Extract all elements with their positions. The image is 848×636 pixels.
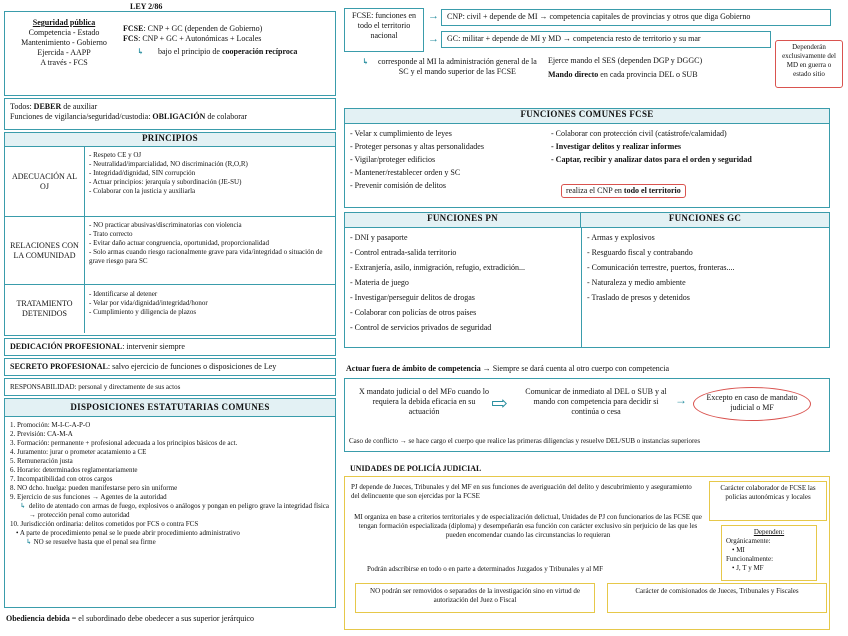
list-item: - Cumplimiento y diligencia de plazos bbox=[89, 308, 331, 317]
list-item: 2. Previsión: CA-M-A bbox=[10, 430, 73, 438]
list-item: A parte de procedimiento penal se le puede abrir procedimiento administrativo bbox=[19, 529, 240, 537]
list-item: - Colaborar con la justicia y auxiliarla bbox=[89, 187, 331, 196]
list-item: - Traslado de presos y detenidos bbox=[587, 293, 827, 303]
actuar-label: Actuar fuera de ámbito de competencia bbox=[346, 364, 481, 373]
disposiciones-box bbox=[4, 398, 336, 608]
organicamente-label: Orgánicamente: bbox=[726, 537, 771, 545]
list-item: - Comunicación terrestre, puertos, fronteras.... bbox=[587, 263, 827, 273]
mando-group bbox=[548, 56, 773, 80]
list-item: - Proteger personas y altas personalidades bbox=[350, 142, 550, 152]
secreto-text: : salvo ejercicio de funciones o disposiciones de Ley bbox=[107, 362, 277, 371]
funcionalmente-label: Funcionalmente: bbox=[726, 555, 774, 563]
list-item: - Solo armas cuando riesgo racionalmente grave para vida/integridad o situación de grave riesgo para SC bbox=[89, 248, 331, 266]
funciones-pn-list bbox=[350, 233, 578, 333]
caracter-text: Carácter colaborador de FCSE las policías autonómicas y locales bbox=[720, 484, 816, 501]
unidades-p1: PJ depende de Jueces, Tribunales y del MF en sus funciones de averiguación del delito y descubrimiento y aseguramiento del delincuente que son ejercidas por la FCSE bbox=[351, 483, 692, 500]
comisiones-box bbox=[607, 583, 827, 613]
arrow-icon: → bbox=[675, 393, 687, 407]
seguridad-block bbox=[11, 18, 117, 68]
ejerce-text: Ejerce mando el SES (dependen DGP y DGGC) bbox=[548, 56, 703, 65]
todos-box bbox=[4, 98, 336, 130]
list-item: - Captar, recibir y analizar datos para el orden y seguridad bbox=[551, 155, 829, 165]
list-item: - Materia de juego bbox=[350, 278, 578, 288]
realiza-text: realiza el CNP en bbox=[566, 186, 624, 195]
no-remov-text: NO podrán ser removidos o separados de la investigación sino en virtud de autorización del Juez o Fiscal bbox=[370, 587, 580, 604]
fcs-label: FCS bbox=[123, 34, 139, 43]
no-remov-box bbox=[355, 583, 595, 613]
fuera-left: X mandato judicial o del MFo cuando lo requiera la debida eficacia en su actuación bbox=[359, 387, 489, 416]
guerra-text: Dependerán exclusivamente del MD en guerra o estado sitio bbox=[782, 43, 836, 78]
obediencia-def: = el subordinado debe obedecer a sus superior jerárquico bbox=[69, 614, 255, 623]
arrow-icon: → bbox=[428, 10, 439, 22]
arrow-icon: ⇨ bbox=[491, 393, 508, 415]
cnp-text: CNP: civil + depende de MI → competencia capitales de provincias y otros que diga Gobierno bbox=[447, 12, 751, 21]
responsabilidad-text: : personal y directamente de sus actos bbox=[74, 383, 181, 391]
actuar-def: → Siempre se dará cuenta al otro cuerpo con competencia bbox=[480, 364, 670, 373]
unidades-title: UNIDADES DE POLICÍA JUDICIAL bbox=[350, 464, 482, 473]
list-item: - Actuar principios: jerarquía y subordinación (JE-SU) bbox=[89, 178, 331, 187]
funciones-pn-gc-box bbox=[344, 212, 830, 348]
list-item: - Velar x cumplimiento de leyes bbox=[350, 129, 550, 139]
secreto-label: SECRETO PROFESIONAL bbox=[10, 362, 108, 371]
list-item: 1. Promoción: M-I-C-A-P-O bbox=[10, 421, 91, 429]
list-item: - Velar por vida/dignidad/integridad/honor bbox=[89, 299, 331, 308]
funciones-gc-title: FUNCIONES GC bbox=[581, 213, 829, 227]
fuera-right: Excepto en caso de mandato judicial o MF bbox=[693, 387, 811, 421]
list-item: - Extranjería, asilo, inmigración, refugio, extradición... bbox=[350, 263, 578, 273]
list-item: - Neutralidad/imparcialidad, NO discriminación (R,O,R) bbox=[89, 160, 331, 169]
fcse-head-box bbox=[344, 8, 424, 52]
list-item: 7. Incompatibilidad con otros cargos bbox=[10, 475, 113, 483]
list-item: - Colaborar con protección civil (catástrofe/calamidad) bbox=[551, 129, 829, 139]
colaborar-text: de colaborar bbox=[205, 112, 248, 121]
disposiciones-title: DISPOSICIONES ESTATUTARIAS COMUNES bbox=[5, 399, 335, 417]
principios-list bbox=[85, 285, 335, 333]
disposiciones-list: 1. Promoción: M-I-C-A-P-O 2. Previsión: CA-M-A 3. Formación: permanente + profesional adecuada a los principios básicos de act. 4. Juramento: jurar o prometer acatamiento a CE 5. Remuneración justa 6. Horario: determinados reglamentariamente 7. Incompatibilidad con otros cargos 8. NO dcho. huelga: pueden manifestarse pero sin uniforme 9. Ejercicio de sus funciones → Agentes de la autoridad ↳ delito de atentado con armas de fuego, explosivos o análogos y pongan en peligro grave la integridad física → protección penal como autoridad 10. Jurisdicción ordinaria: delitos cometidos por FCS o contra FCS • A parte de procedimiento penal se le puede abrir procedimiento administrativo ↳ NO se resuelve hasta que el penal sea firme bbox=[10, 421, 330, 546]
arrow-icon: ↳ bbox=[20, 502, 26, 510]
fcse-head: FCSE: funciones en todo el territorio nacional bbox=[352, 11, 416, 40]
funciones-comunes-title: FUNCIONES COMUNES FCSE bbox=[345, 109, 829, 124]
seguridad-box bbox=[4, 11, 336, 96]
dependen-title: Dependen: bbox=[753, 528, 785, 536]
dedicacion-box bbox=[4, 338, 336, 356]
list-item: - DNI y pasaporte bbox=[350, 233, 578, 243]
comisiones-text: Carácter de comisionados de Jueces, Tribunales y Fiscales bbox=[635, 587, 799, 595]
guerra-box bbox=[775, 40, 843, 88]
mando-text: en cada provincia DEL o SUB bbox=[598, 70, 698, 79]
realiza-bold: todo el territorio bbox=[623, 186, 681, 195]
auxiliar-text: de auxiliar bbox=[61, 102, 98, 111]
funciones-gc-list bbox=[587, 233, 827, 303]
obediencia-label: Obediencia debida bbox=[6, 614, 70, 623]
dependen-box: Dependen: Orgánicamente: • MI Funcionalmente: • J, T y MF bbox=[721, 525, 817, 581]
corresponde-label: corresponde al MI la administración general de la SC y el mando superior de las FCSE bbox=[377, 57, 537, 76]
deber-text: DEBER bbox=[33, 102, 62, 111]
list-item: - NO practicar abusivas/discriminatorias con violencia bbox=[89, 221, 331, 230]
list-item: - Control de servicios privados de seguridad bbox=[350, 323, 578, 333]
seguridad-line: A través - FCS bbox=[40, 58, 88, 67]
arrow-icon: ↳ bbox=[362, 57, 369, 66]
mando-label: Mando directo bbox=[548, 70, 599, 79]
list-item: - Investigar/perseguir delitos de drogas bbox=[350, 293, 578, 303]
seguridad-title: Seguridad pública bbox=[32, 18, 96, 27]
principios-row-label: TRATAMIENTO DETENIDOS bbox=[5, 285, 85, 333]
unidades-box bbox=[344, 476, 830, 630]
fcse-label: FCSE bbox=[123, 24, 144, 33]
list-item: 4. Juramento: jurar o prometer acatamiento a CE bbox=[10, 448, 147, 456]
list-item: 5. Remuneración justa bbox=[10, 457, 73, 465]
cnp-box bbox=[441, 9, 831, 26]
list-item: - Trato correcto bbox=[89, 230, 331, 239]
realiza-box bbox=[561, 184, 686, 198]
principios-row-detenidos bbox=[5, 285, 335, 333]
actuar-text bbox=[346, 364, 830, 374]
list-item: 10. Jurisdicción ordinaria: delitos cometidos por FCS o contra FCS bbox=[10, 520, 199, 528]
list-item: - Naturaleza y medio ambiente bbox=[587, 278, 827, 288]
seguridad-line: Mantenimiento - Gobierno bbox=[21, 38, 107, 47]
list-item: 9. Ejercicio de sus funciones → Agentes de la autoridad bbox=[10, 493, 167, 501]
gc-box bbox=[441, 31, 771, 48]
divider bbox=[581, 228, 582, 347]
principios-row-relaciones bbox=[5, 217, 335, 285]
list-item: 8. NO dcho. huelga: pueden manifestarse pero sin uniforme bbox=[10, 484, 178, 492]
principio-text: bajo el principio de bbox=[157, 47, 222, 56]
obediencia-text bbox=[6, 614, 340, 624]
principios-title: PRINCIPIOS bbox=[5, 133, 335, 147]
list-item: - Mantener/restablecer orden y SC bbox=[350, 168, 550, 178]
list-item: - Respeto CE y OJ bbox=[89, 151, 331, 160]
list-item: 3. Formación: permanente + profesional adecuada a los principios básicos de act. bbox=[10, 439, 238, 447]
principios-row-label: RELACIONES CON LA COMUNIDAD bbox=[5, 217, 85, 284]
doc-title: LEY 2/86 bbox=[130, 2, 163, 11]
principios-row-label: ADECUACIÓN AL OJ bbox=[5, 147, 85, 216]
list-item: NO se resuelve hasta que el penal sea firme bbox=[33, 538, 156, 546]
responsabilidad-label: RESPONSABILIDAD bbox=[10, 383, 75, 391]
list-item: - Prevenir comisión de delitos bbox=[350, 181, 550, 191]
fuera-box bbox=[344, 378, 830, 452]
gc-text: GC: militar + depende de MI y MD → competencia resto de territorio y su mar bbox=[447, 34, 701, 43]
fcse-def-text: : CNP + GC (dependen de Gobierno) bbox=[143, 24, 263, 33]
list-item: - Control entrada-salida territorio bbox=[350, 248, 578, 258]
funciones-pn-title: FUNCIONES PN bbox=[345, 213, 581, 227]
principios-list bbox=[85, 147, 335, 216]
secreto-box bbox=[4, 358, 336, 376]
caracter-box bbox=[709, 481, 827, 521]
seguridad-line: Competencia - Estado bbox=[28, 28, 100, 37]
responsabilidad-box bbox=[4, 378, 336, 396]
list-item: - Investigar delitos y realizar informes bbox=[551, 142, 829, 152]
arrow-icon: ↳ bbox=[26, 538, 32, 546]
dedicacion-label: DEDICACIÓN PROFESIONAL bbox=[10, 342, 123, 351]
list-item: - Identificarse al detener bbox=[89, 290, 331, 299]
list-item: - Armas y explosivos bbox=[587, 233, 827, 243]
funciones-comunes-left bbox=[350, 129, 550, 191]
organicamente-value: MI bbox=[736, 546, 745, 554]
fcse-def bbox=[123, 24, 335, 57]
list-item: - Evitar daño actuar congruencia, oportunidad, proporcionalidad bbox=[89, 239, 331, 248]
unidades-p2: MI organiza en base a criterios territoriales y de especialización delictual, Unidades de PJ con funcionarios de las FCSE que tengan formación especializada (diploma) y desempeñarán esa función con carácter exclusivo sin perjuicio de las que les pueden encomendar cuando las circunstancias lo requieran bbox=[354, 513, 702, 539]
list-item: - Resguardo fiscal y contrabando bbox=[587, 248, 827, 258]
principios-list bbox=[85, 217, 335, 284]
funciones-comunes-right bbox=[551, 129, 829, 165]
conflicto-text: Caso de conflicto → se hace cargo el cuerpo que realice las primeras diligencias y resuelve DEL/SUB o instancias superiores bbox=[349, 437, 701, 445]
unidades-p3: Podrán adscribirse en todo o en parte a determinados Juzgados y Tribunales y al MF bbox=[367, 565, 604, 573]
list-item: - Colaborar con policías de otros países bbox=[350, 308, 578, 318]
corresponde-text bbox=[362, 57, 542, 77]
list-item: - Integridad/dignidad, SIN corrupción bbox=[89, 169, 331, 178]
principios-box bbox=[4, 132, 336, 336]
list-item: - Vigilar/proteger edificios bbox=[350, 155, 550, 165]
list-item: 6. Horario: determinados reglamentariamente bbox=[10, 466, 138, 474]
todos-text: Todos: bbox=[10, 102, 34, 111]
arrow-icon: ↳ bbox=[137, 47, 144, 56]
obligacion-text: OBLIGACIÓN bbox=[152, 112, 206, 121]
arrow-icon: → bbox=[428, 33, 439, 45]
cooperacion-text: cooperación recíproca bbox=[221, 47, 298, 56]
funcionalmente-value: J, T y MF bbox=[736, 564, 764, 572]
funciones-vigilancia-text: Funciones de vigilancia/seguridad/custodia: bbox=[10, 112, 153, 121]
principios-row-adecuacion bbox=[5, 147, 335, 217]
dedicacion-text: : intervenir siempre bbox=[122, 342, 185, 351]
fuera-mid: Comunicar de inmediato al DEL o SUB y al mando con competencia para decidir si continúa o cesa bbox=[525, 387, 667, 416]
seguridad-line: Ejercida - AAPP bbox=[37, 48, 91, 57]
list-item: delito de atentado con armas de fuego, explosivos o análogos y pongan en peligro grave la integridad física → protección penal como autoridad bbox=[28, 502, 330, 519]
fcs-def-text: : CNP + GC + Autonómicas + Locales bbox=[138, 34, 262, 43]
funciones-comunes-box bbox=[344, 108, 830, 208]
